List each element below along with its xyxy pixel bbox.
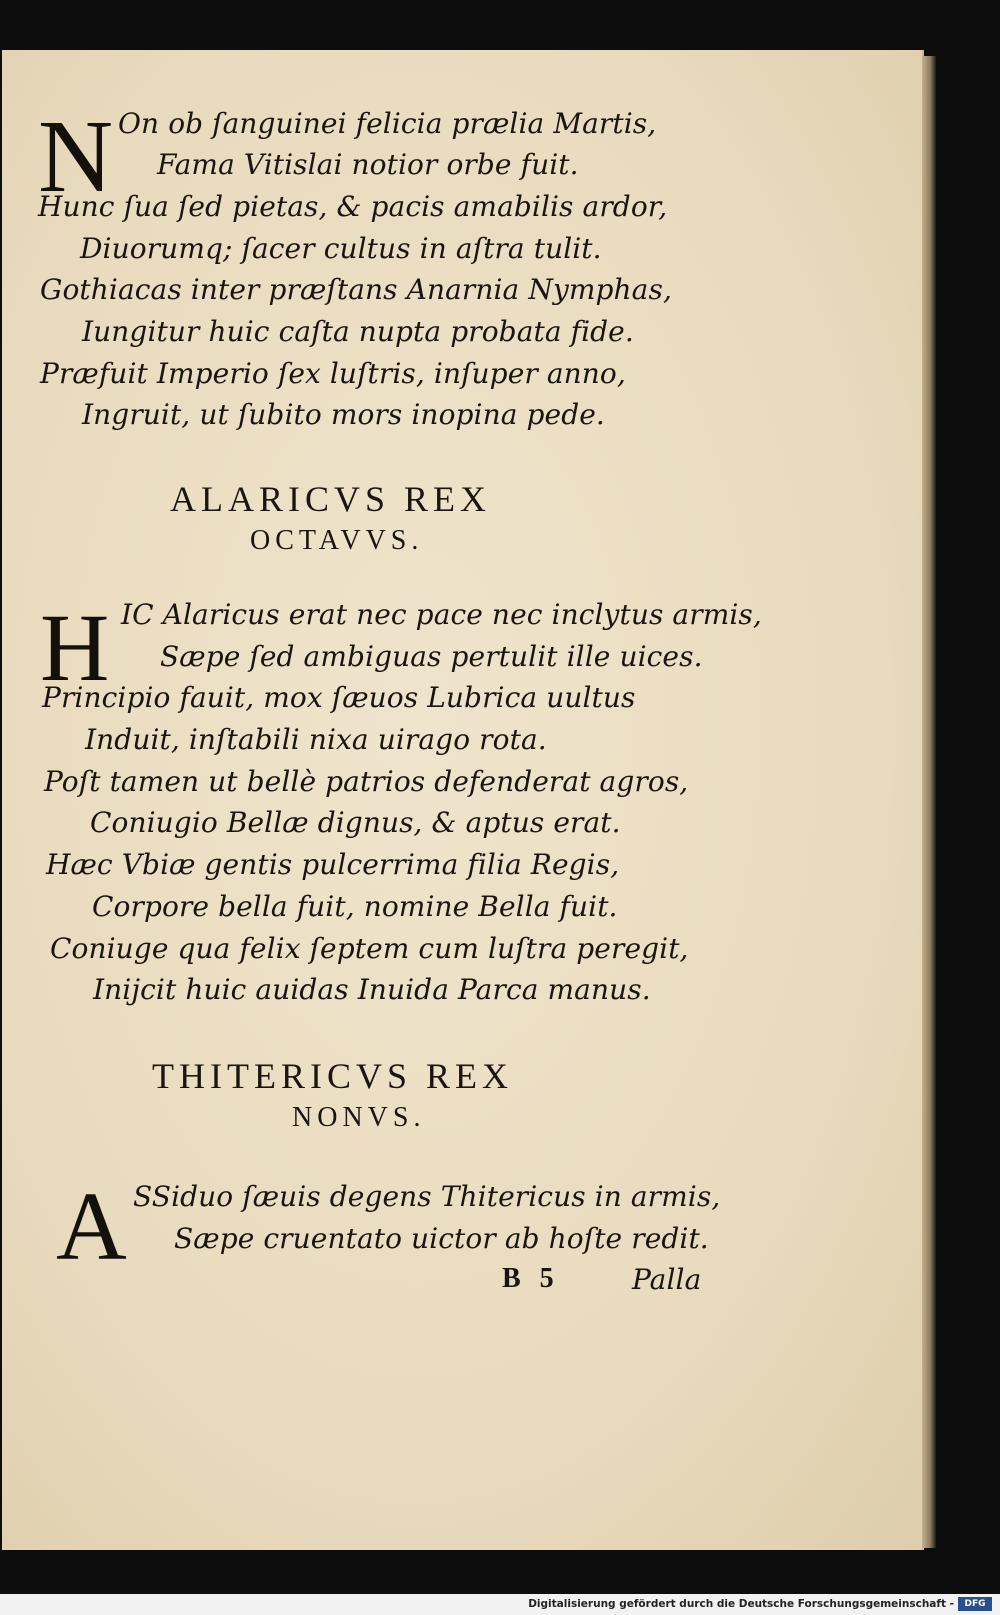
verse-line: SSiduo ſæuis degens Thitericus in armis, [133, 1180, 721, 1213]
verse-line: IC Alaricus erat nec pace nec inclytus armis, [121, 598, 762, 631]
verse-line: Sæpe ſed ambiguas pertulit ille uices. [160, 640, 703, 673]
verse-line: Poſt tamen ut bellè patrios defenderat agros, [44, 765, 689, 798]
verse-line: Coniugio Bellæ dignus, & aptus erat. [90, 806, 621, 839]
verse-line: Sæpe cruentato uictor ab hoſte redit. [174, 1222, 709, 1255]
drop-cap-n: N [38, 99, 114, 214]
verse-line: Inijcit huic auidas Inuida Parca manus. [93, 973, 651, 1006]
verse-line: On ob ſanguinei felicia prælia Martis, [118, 107, 657, 140]
section-heading: ALARICVS REX [170, 479, 492, 519]
page-edge [922, 56, 936, 1548]
section-heading: THITERICVS REX [152, 1056, 513, 1096]
verse-line: Ingruit, ut ſubito mors inopina pede. [82, 398, 605, 431]
verse-line: Gothiacas inter præſtans Anarnia Nymphas, [40, 273, 672, 306]
catchword: Palla [632, 1263, 702, 1296]
verse-line: Hæc Vbiæ gentis pulcerrima filia Regis, [46, 848, 620, 881]
section-subheading: OCTAVVS. [250, 525, 424, 556]
dfg-logo: DFG [958, 1597, 992, 1611]
verse-line: Præfuit Imperio ſex luſtris, inſuper anno, [40, 357, 626, 390]
section-subheading: NONVS. [292, 1102, 426, 1133]
drop-cap-a: A [56, 1173, 127, 1281]
verse-line: Iungitur huic caſta nupta probata fide. [82, 315, 634, 348]
verse-line: Coniuge qua felix ſeptem cum luſtra peregit, [50, 932, 689, 965]
verse-line: Diuorumq; ſacer cultus in aſtra tulit. [80, 232, 602, 265]
verse-line: Hunc ſua ſed pietas, & pacis amabilis ardor, [38, 190, 668, 223]
verse-line: Corpore bella fuit, nomine Bella fuit. [92, 890, 618, 923]
drop-cap-h: H [40, 594, 110, 701]
verse-line: Induit, inſtabili nixa uirago rota. [85, 723, 547, 756]
signature-mark: B 5 [502, 1263, 560, 1294]
digitization-credit: Digitalisierung gefördert durch die Deutsche Forschungsgemeinschaft - [528, 1598, 954, 1610]
verse-line: Principio fauit, mox ſæuos Lubrica uultus [42, 681, 636, 714]
verse-line: Fama Vitislai notior orbe fuit. [157, 148, 579, 181]
